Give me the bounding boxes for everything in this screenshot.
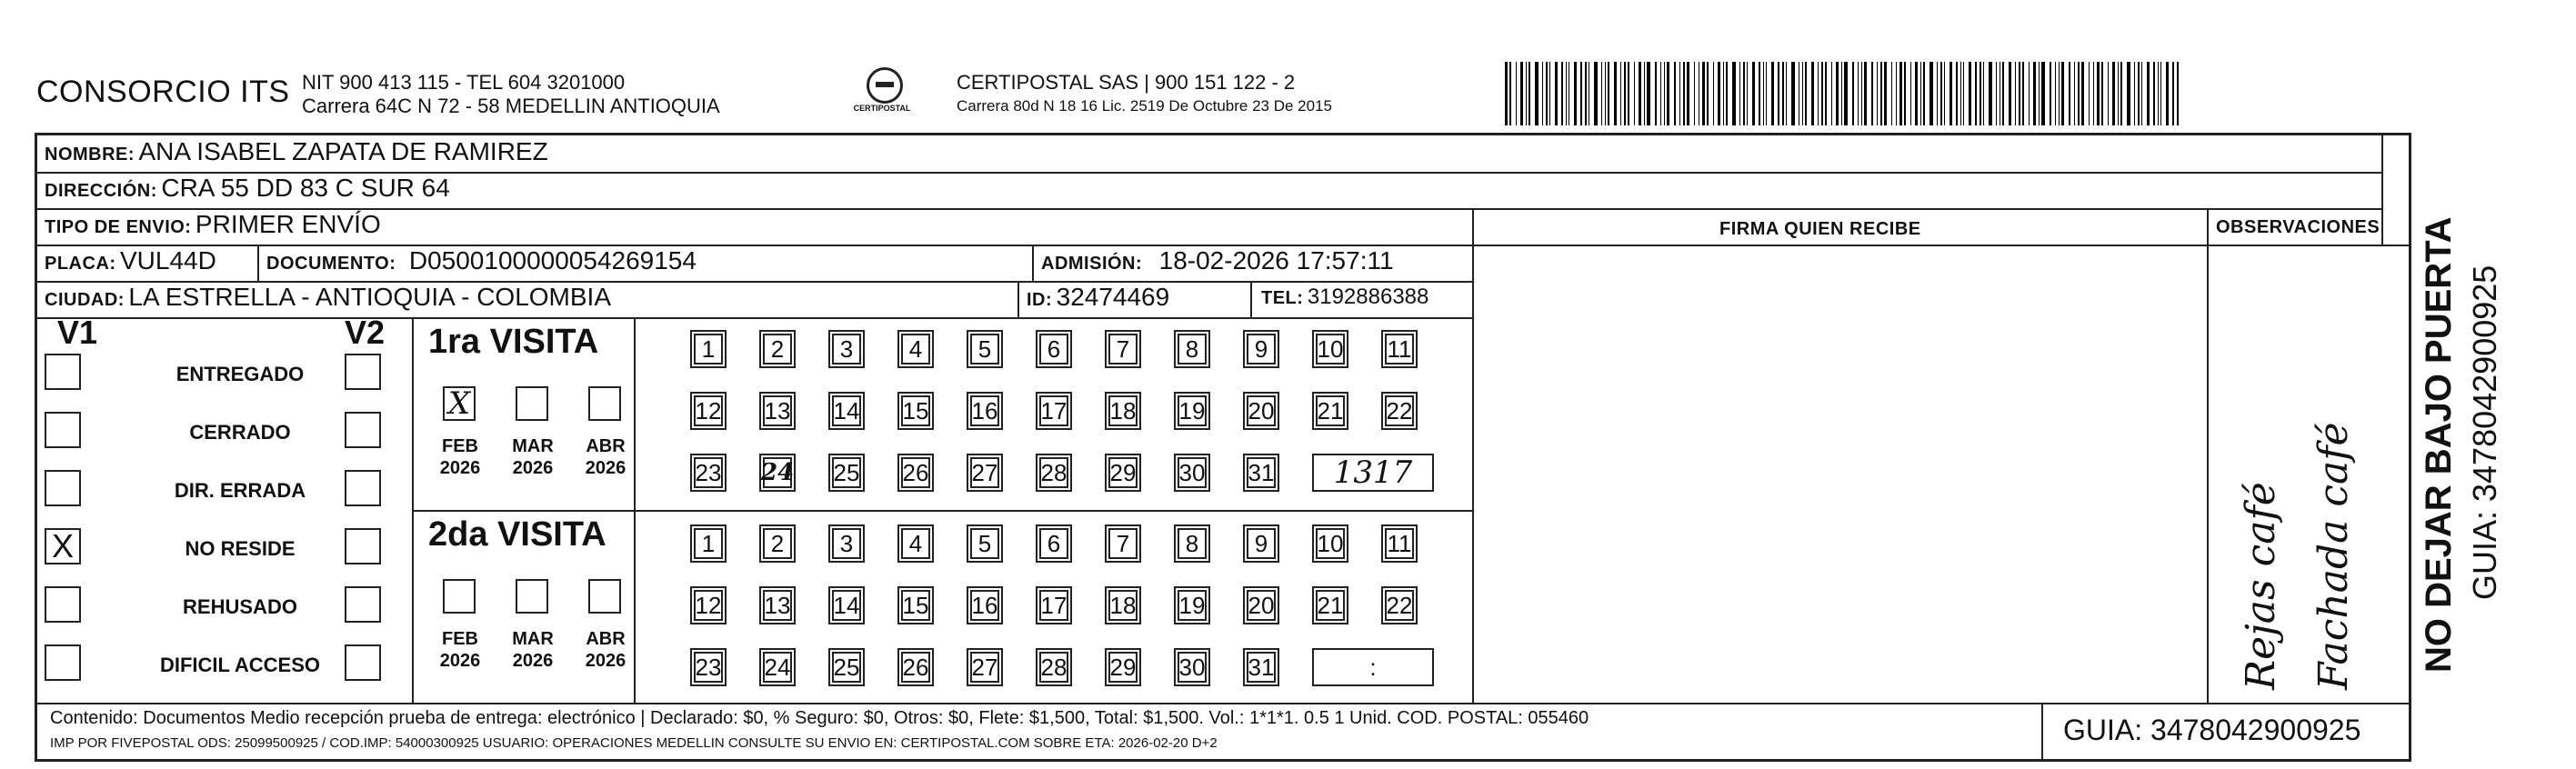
v1-checkbox[interactable]: X bbox=[45, 528, 81, 564]
barcode-bar bbox=[2147, 62, 2150, 125]
visit1-day-box[interactable]: 27 bbox=[967, 454, 1003, 492]
barcode-bar bbox=[1529, 62, 1530, 125]
barcode-bar bbox=[2019, 62, 2020, 125]
company-nit: NIT 900 413 115 - TEL 604 3201000 bbox=[302, 71, 626, 94]
barcode-bar bbox=[1871, 62, 1873, 125]
barcode-bar bbox=[2097, 62, 2100, 125]
visit2-day-box[interactable]: 19 bbox=[1174, 586, 1210, 624]
visit1-day-box[interactable]: 11 bbox=[1381, 330, 1418, 368]
v1-checkbox[interactable] bbox=[45, 470, 81, 506]
barcode-bar bbox=[1509, 62, 1511, 125]
barcode-bar bbox=[2153, 62, 2155, 125]
barcode-bar bbox=[1880, 62, 1882, 125]
footer-contenido: Contenido: Documentos Medio recepción prueba de entrega: electrónico | Declarado: $0, % Seguro: $0, Otros: $0, Flete: $1,500, Total: $1,500. Vol.: 1*1*1. 0.5 1 Unid. COD. POSTAL: 055460 bbox=[50, 708, 1589, 728]
barcode-bar bbox=[1996, 62, 1997, 125]
visit1-day-box[interactable]: 5 bbox=[967, 330, 1003, 368]
barcode bbox=[1505, 62, 2187, 125]
id-value: 32474469 bbox=[1056, 283, 1170, 311]
visit2-day-box[interactable]: 12 bbox=[690, 586, 727, 624]
visit1-day-box[interactable]: 31 bbox=[1243, 454, 1279, 492]
visit1-day-box[interactable]: 19 bbox=[1174, 392, 1210, 430]
visit1-month-year: 2026 bbox=[585, 458, 626, 478]
barcode-bar bbox=[2172, 62, 2174, 125]
visit2-day-box[interactable]: 26 bbox=[897, 648, 934, 686]
barcode-bar bbox=[2059, 62, 2060, 125]
no-dejar-text: NO DEJAR BAJO PUERTA bbox=[2419, 216, 2459, 673]
side-guia: GUIA: 3478042900925 bbox=[2466, 265, 2503, 600]
barcode-bar bbox=[1655, 62, 1657, 125]
visit1-month-year: 2026 bbox=[439, 458, 481, 478]
barcode-bar bbox=[1605, 62, 1606, 125]
barcode-bar bbox=[1802, 62, 1803, 125]
visit2-day-box[interactable]: 6 bbox=[1036, 524, 1072, 563]
barcode-bar bbox=[1950, 62, 1952, 125]
barcode-bar bbox=[1608, 62, 1609, 125]
barcode-bar bbox=[1920, 62, 1921, 125]
visit2-day-box[interactable]: 28 bbox=[1036, 648, 1072, 686]
visit1-day-box[interactable]: 4 bbox=[897, 330, 934, 368]
barcode-bar bbox=[1831, 62, 1832, 125]
barcode-bar bbox=[1628, 62, 1629, 125]
barcode-bar bbox=[2002, 62, 2004, 125]
barcode-bar bbox=[1549, 62, 1550, 125]
barcode-bar bbox=[1980, 62, 1981, 125]
visit1-day-box[interactable]: 2 bbox=[759, 330, 796, 368]
barcode-bar bbox=[1791, 62, 1795, 125]
visit1-title: 1ra VISITA bbox=[428, 323, 599, 361]
placa-label: PLACA: bbox=[45, 254, 116, 274]
barcode-bar bbox=[2039, 62, 2040, 125]
barcode-bar bbox=[2069, 62, 2070, 125]
visit1-month-checkbox[interactable] bbox=[516, 386, 548, 421]
barcode-bar bbox=[1915, 62, 1918, 125]
visit2-day-box[interactable]: 8 bbox=[1174, 524, 1210, 563]
v2-checkbox[interactable] bbox=[345, 586, 381, 623]
visit1-month-year: 2026 bbox=[512, 458, 554, 478]
barcode-bar bbox=[1989, 62, 1992, 125]
nombre-label: NOMBRE: bbox=[45, 145, 135, 165]
company-name: CONSORCIO ITS bbox=[36, 75, 290, 109]
status-label: ENTREGADO bbox=[175, 363, 305, 385]
visit2-time-box[interactable]: : bbox=[1312, 648, 1434, 686]
barcode-bar bbox=[1759, 62, 1760, 125]
visit1-day-box[interactable]: 12 bbox=[690, 392, 727, 430]
visit1-day-box[interactable]: 18 bbox=[1105, 392, 1141, 430]
status-label: CERRADO bbox=[189, 421, 291, 444]
visit2-day-box[interactable]: 22 bbox=[1381, 586, 1418, 624]
status-label: NO RESIDE bbox=[185, 537, 296, 560]
tipo-envio-label: TIPO DE ENVIO: bbox=[45, 217, 192, 237]
barcode-bar bbox=[2166, 62, 2169, 125]
documento-value: D0500100000054269154 bbox=[408, 246, 697, 275]
tel-row bbox=[1261, 285, 1428, 310]
visit1-day-box[interactable]: 30 bbox=[1174, 454, 1210, 492]
admision-label: ADMISIÓN: bbox=[1041, 254, 1143, 274]
barcode-bar bbox=[1739, 62, 1740, 125]
v2-checkbox[interactable] bbox=[345, 412, 381, 448]
barcode-bar bbox=[1743, 62, 1745, 125]
barcode-bar bbox=[1884, 62, 1887, 125]
visit1-day-box[interactable]: 28 bbox=[1036, 454, 1072, 492]
barcode-bar bbox=[1910, 62, 1911, 125]
visit2-month-checkbox[interactable] bbox=[516, 579, 548, 614]
visit2-day-box[interactable]: 24 bbox=[759, 648, 796, 686]
certipostal-address: Carrera 80d N 18 16 Lic. 2519 De Octubre 23 De 2015 bbox=[957, 97, 1332, 115]
v1-heading: V1 bbox=[57, 314, 98, 351]
visit1-day-box[interactable]: 29 bbox=[1105, 454, 1141, 492]
barcode-bar bbox=[2101, 62, 2103, 125]
v2-checkbox[interactable] bbox=[345, 644, 381, 681]
ciudad-value: LA ESTRELLA - ANTIOQUIA - COLOMBIA bbox=[128, 283, 611, 311]
delivery-form bbox=[35, 133, 2411, 762]
barcode-bar bbox=[1766, 62, 1767, 125]
ciudad-label: CIUDAD: bbox=[45, 290, 125, 310]
barcode-bar bbox=[2050, 62, 2051, 125]
visit2-day-box[interactable]: 29 bbox=[1105, 648, 1141, 686]
visit1-month-label bbox=[574, 435, 637, 479]
certipostal-nit: CERTIPOSTAL SAS | 900 151 122 - 2 bbox=[957, 71, 1296, 94]
visit1-day-box[interactable]: 14 bbox=[828, 392, 865, 430]
barcode-bar bbox=[2078, 62, 2080, 125]
barcode-bar bbox=[1694, 62, 1695, 125]
barcode-bar bbox=[2093, 62, 2094, 125]
visit2-month-year: 2026 bbox=[439, 651, 481, 671]
barcode-bar bbox=[1702, 62, 1705, 125]
barcode-bar bbox=[2089, 62, 2090, 125]
barcode-bar bbox=[2160, 62, 2161, 125]
visit2-month-label bbox=[428, 628, 492, 672]
visit2-day-box[interactable]: 17 bbox=[1036, 586, 1072, 624]
barcode-bar bbox=[1687, 62, 1689, 125]
placa-value: VUL44D bbox=[120, 246, 216, 275]
observacion-hand-1: Rejas café bbox=[2238, 482, 2284, 690]
barcode-bar bbox=[1713, 62, 1714, 125]
barcode-bar bbox=[1555, 62, 1558, 125]
visit1-day-box[interactable]: 10 bbox=[1312, 330, 1348, 368]
barcode-bar bbox=[1782, 62, 1784, 125]
barcode-bar bbox=[1601, 62, 1602, 125]
visit1-month-checkbox[interactable]: X bbox=[443, 386, 476, 421]
barcode-bar bbox=[1841, 62, 1842, 125]
visit2-day-box[interactable]: 9 bbox=[1243, 524, 1279, 563]
barcode-bar bbox=[1763, 62, 1764, 125]
id-row bbox=[1027, 283, 1169, 312]
visit1-day-box[interactable]: 7 bbox=[1105, 330, 1141, 368]
visit2-day-box[interactable]: 20 bbox=[1243, 586, 1279, 624]
barcode-bar bbox=[1660, 62, 1661, 125]
visit1-day-box[interactable]: 24 bbox=[759, 454, 796, 492]
barcode-bar bbox=[1574, 62, 1577, 125]
barcode-bar bbox=[1975, 62, 1977, 125]
visit1-month-name: ABR bbox=[586, 436, 626, 456]
barcode-bar bbox=[1516, 62, 1517, 125]
visit1-month-label bbox=[501, 435, 565, 479]
certipostal-info bbox=[957, 71, 1332, 118]
barcode-bar bbox=[1585, 62, 1587, 125]
observacion-hand-2: Fachada café bbox=[2310, 422, 2357, 690]
barcode-bar bbox=[1561, 62, 1563, 125]
visit2-day-box[interactable]: 27 bbox=[967, 648, 1003, 686]
barcode-bar bbox=[1891, 62, 1892, 125]
barcode-bar bbox=[1929, 62, 1933, 125]
v2-checkbox[interactable] bbox=[345, 470, 381, 506]
visit1-month-label bbox=[428, 435, 492, 479]
visit2-day-box[interactable]: 25 bbox=[828, 648, 865, 686]
barcode-bar bbox=[2055, 62, 2056, 125]
barcode-bar bbox=[1858, 62, 1859, 125]
visit2-day-box[interactable]: 5 bbox=[967, 524, 1003, 563]
barcode-bar bbox=[1836, 62, 1839, 125]
barcode-bar bbox=[1566, 62, 1567, 125]
company-info bbox=[302, 71, 720, 118]
placa-row bbox=[45, 246, 216, 275]
visit2-day-box[interactable]: 7 bbox=[1105, 524, 1141, 563]
footer-guia: GUIA: 3478042900925 bbox=[2063, 714, 2361, 746]
barcode-bar bbox=[1580, 62, 1582, 125]
barcode-bar bbox=[1679, 62, 1680, 125]
barcode-bar bbox=[1944, 62, 1945, 125]
visit2-day-box[interactable]: 30 bbox=[1174, 648, 1210, 686]
barcode-bar bbox=[1811, 62, 1814, 125]
barcode-bar bbox=[1864, 62, 1867, 125]
barcode-bar bbox=[2108, 62, 2109, 125]
visit2-month-checkbox[interactable] bbox=[443, 579, 476, 614]
barcode-bar bbox=[1546, 62, 1548, 125]
visit2-month-name: ABR bbox=[586, 629, 626, 649]
visit2-month-name: MAR bbox=[512, 629, 554, 649]
direccion-label: DIRECCIÓN: bbox=[45, 181, 157, 201]
ciudad-row bbox=[45, 283, 611, 312]
visit2-day-box[interactable]: 4 bbox=[897, 524, 934, 563]
visit2-day-box[interactable]: 11 bbox=[1381, 524, 1418, 563]
visit2-month-year: 2026 bbox=[585, 651, 626, 671]
logo-icon bbox=[867, 67, 903, 104]
barcode-bar bbox=[2118, 62, 2119, 125]
v1-checkbox[interactable] bbox=[45, 412, 81, 448]
barcode-bar bbox=[1923, 62, 1925, 125]
barcode-bar bbox=[1639, 62, 1641, 125]
barcode-bar bbox=[1667, 62, 1669, 125]
barcode-bar bbox=[2015, 62, 2016, 125]
visit2-day-box[interactable]: 16 bbox=[967, 586, 1003, 624]
visit2-day-box[interactable]: 1 bbox=[690, 524, 727, 563]
barcode-bar bbox=[2141, 62, 2142, 125]
observaciones-label: OBSERVACIONES bbox=[2216, 217, 2381, 237]
barcode-bar bbox=[1726, 62, 1728, 125]
visit2-month-label bbox=[574, 628, 637, 672]
visit1-day-box[interactable]: 20 bbox=[1243, 392, 1279, 430]
v2-checkbox[interactable] bbox=[345, 354, 381, 390]
barcode-bar bbox=[1956, 62, 1958, 125]
visit2-day-box[interactable]: 21 bbox=[1312, 586, 1348, 624]
v2-checkbox[interactable] bbox=[345, 528, 381, 564]
documento-row bbox=[266, 246, 697, 275]
visit2-day-box[interactable]: 13 bbox=[759, 586, 796, 624]
barcode-bar bbox=[2081, 62, 2084, 125]
tipo-envio-value: PRIMER ENVÍO bbox=[195, 210, 381, 238]
barcode-bar bbox=[1969, 62, 1971, 125]
visit2-day-box[interactable]: 2 bbox=[759, 524, 796, 563]
barcode-bar bbox=[2009, 62, 2011, 125]
barcode-bar bbox=[1624, 62, 1626, 125]
barcode-bar bbox=[1520, 62, 1523, 125]
nombre-row bbox=[45, 137, 548, 166]
visit1-day-box[interactable]: 1 bbox=[690, 330, 727, 368]
visit2-day-box[interactable]: 31 bbox=[1243, 648, 1279, 686]
visit1-day-box[interactable]: 9 bbox=[1243, 330, 1279, 368]
visit2-month-name: FEB bbox=[442, 629, 478, 649]
visit2-day-box[interactable]: 3 bbox=[828, 524, 865, 563]
status-label: DIFICIL ACCESO bbox=[159, 654, 320, 676]
barcode-bar bbox=[1594, 62, 1598, 125]
barcode-bar bbox=[1818, 62, 1819, 125]
visit1-day-box[interactable]: 26 bbox=[897, 454, 934, 492]
barcode-bar bbox=[1644, 62, 1645, 125]
v1-checkbox[interactable] bbox=[45, 644, 81, 681]
visit1-day-box[interactable]: 25 bbox=[828, 454, 865, 492]
barcode-bar bbox=[1747, 62, 1748, 125]
barcode-bar bbox=[2177, 62, 2179, 125]
barcode-bar bbox=[1535, 62, 1539, 125]
visit1-day-box[interactable]: 6 bbox=[1036, 330, 1072, 368]
barcode-bar bbox=[1674, 62, 1676, 125]
visit1-day-box[interactable]: 17 bbox=[1036, 392, 1072, 430]
barcode-bar bbox=[1960, 62, 1961, 125]
visit2-day-box[interactable]: 10 bbox=[1312, 524, 1348, 563]
tel-label: TEL: bbox=[1261, 288, 1304, 308]
barcode-bar bbox=[1542, 62, 1543, 125]
barcode-bar bbox=[1937, 62, 1938, 125]
visit2-day-box[interactable]: 14 bbox=[828, 586, 865, 624]
visit1-day-box[interactable]: 15 bbox=[897, 392, 934, 430]
barcode-bar bbox=[1877, 62, 1878, 125]
visit1-month-name: FEB bbox=[442, 436, 478, 456]
v2-heading: V2 bbox=[345, 314, 386, 351]
barcode-bar bbox=[1664, 62, 1665, 125]
barcode-bar bbox=[1805, 62, 1807, 125]
visit2-month-checkbox[interactable] bbox=[588, 579, 621, 614]
visit1-day-box[interactable]: 22 bbox=[1381, 392, 1418, 430]
visit2-day-box[interactable]: 23 bbox=[690, 648, 727, 686]
barcode-bar bbox=[1896, 62, 1897, 125]
barcode-bar bbox=[2120, 62, 2122, 125]
barcode-bar bbox=[1647, 62, 1650, 125]
barcode-bar bbox=[1861, 62, 1862, 125]
documento-label: DOCUMENTO: bbox=[266, 254, 396, 274]
company-address: Carrera 64C N 72 - 58 MEDELLIN ANTIOQUIA bbox=[302, 95, 720, 117]
barcode-bar bbox=[1707, 62, 1709, 125]
barcode-bar bbox=[1752, 62, 1755, 125]
admision-row bbox=[1041, 246, 1394, 275]
direccion-row bbox=[45, 174, 450, 203]
barcode-bar bbox=[2041, 62, 2045, 125]
barcode-bar bbox=[1634, 62, 1635, 125]
direccion-value: CRA 55 DD 83 C SUR 64 bbox=[161, 174, 450, 202]
barcode-bar bbox=[2134, 62, 2135, 125]
barcode-bar bbox=[2158, 62, 2159, 125]
visit2-day-box[interactable]: 18 bbox=[1105, 586, 1141, 624]
logo-text: CERTIPOSTAL bbox=[853, 104, 911, 113]
tel-value: 3192886388 bbox=[1307, 285, 1429, 309]
status-label: REHUSADO bbox=[183, 595, 297, 618]
barcode-bar bbox=[1526, 62, 1527, 125]
barcode-bar bbox=[1983, 62, 1984, 125]
v1-checkbox[interactable] bbox=[45, 586, 81, 623]
barcode-bar bbox=[1505, 62, 1508, 125]
tipo-envio-row bbox=[45, 210, 381, 239]
barcode-bar bbox=[2022, 62, 2024, 125]
nombre-value: ANA ISABEL ZAPATA DE RAMIREZ bbox=[138, 137, 548, 165]
barcode-bar bbox=[1778, 62, 1779, 125]
visit1-month-name: MAR bbox=[512, 436, 554, 456]
barcode-bar bbox=[1786, 62, 1787, 125]
visit2-month-year: 2026 bbox=[512, 651, 554, 671]
barcode-bar bbox=[1614, 62, 1617, 125]
v1-checkbox[interactable] bbox=[45, 354, 81, 390]
visit1-day-box[interactable]: 3 bbox=[828, 330, 865, 368]
barcode-bar bbox=[1723, 62, 1724, 125]
barcode-bar bbox=[2061, 62, 2064, 125]
barcode-bar bbox=[1718, 62, 1720, 125]
barcode-bar bbox=[1899, 62, 1902, 125]
visit2-month-label bbox=[501, 628, 565, 672]
visit1-month-checkbox[interactable] bbox=[588, 386, 621, 421]
barcode-bar bbox=[1940, 62, 1942, 125]
barcode-bar bbox=[1732, 62, 1736, 125]
barcode-bar bbox=[2033, 62, 2036, 125]
admision-value: 18-02-2026 17:57:11 bbox=[1158, 246, 1394, 275]
barcode-bar bbox=[1963, 62, 1964, 125]
barcode-bar bbox=[1771, 62, 1774, 125]
barcode-bar bbox=[2138, 62, 2140, 125]
barcode-bar bbox=[1683, 62, 1685, 125]
barcode-bar bbox=[2127, 62, 2130, 125]
visit1-day-box[interactable]: 23 bbox=[690, 454, 727, 492]
barcode-bar bbox=[1821, 62, 1823, 125]
barcode-bar bbox=[2074, 62, 2075, 125]
status-label: DIR. ERRADA bbox=[174, 479, 306, 502]
visit2-day-box[interactable]: 15 bbox=[897, 586, 934, 624]
barcode-bar bbox=[1825, 62, 1827, 125]
visit2-title: 2da VISITA bbox=[428, 515, 606, 554]
certipostal-logo bbox=[850, 65, 914, 120]
visit1-day-box[interactable]: 13 bbox=[759, 392, 796, 430]
barcode-bar bbox=[1904, 62, 1906, 125]
firma-label: FIRMA QUIEN RECIBE bbox=[1719, 219, 1921, 239]
visit1-day-box[interactable]: 21 bbox=[1312, 392, 1348, 430]
barcode-bar bbox=[1852, 62, 1854, 125]
id-label: ID: bbox=[1027, 290, 1053, 310]
visit1-day-box[interactable]: 16 bbox=[967, 392, 1003, 430]
barcode-bar bbox=[2029, 62, 2030, 125]
barcode-bar bbox=[1844, 62, 1848, 125]
visit1-day-box[interactable]: 8 bbox=[1174, 330, 1210, 368]
barcode-bar bbox=[1620, 62, 1621, 125]
visit1-time-box[interactable]: 1317 bbox=[1312, 454, 1434, 492]
barcode-bar bbox=[2112, 62, 2115, 125]
footer-imp: IMP POR FIVEPOSTAL ODS: 25099500925 / COD.IMP: 54000300925 USUARIO: OPERACIONES MEDELLIN CONSULTE SU ENVIO EN: CERTIPOSTAL.COM SOBRE ETA: 2026-02-20 D+2 bbox=[50, 735, 1218, 751]
